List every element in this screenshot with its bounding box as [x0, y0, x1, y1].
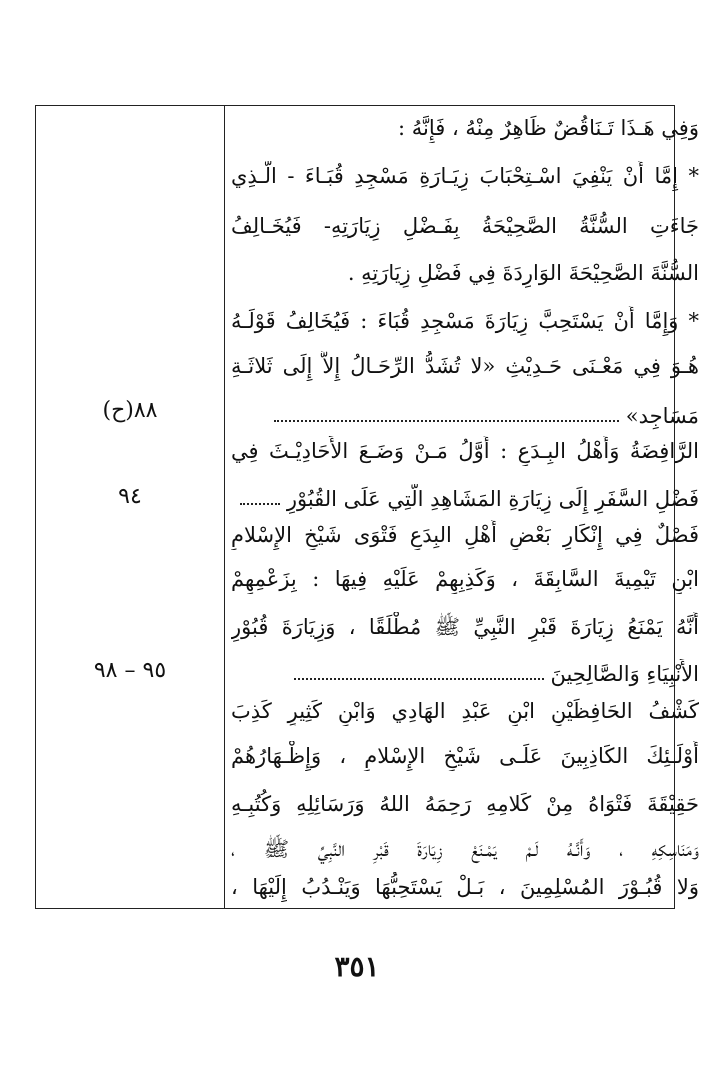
entry-line: ابْنِ تَيْمِيةَ السَّابِقَةَ ، وَكَذِبِهِمْ عَلَيْهِ فِيهَا : بِزَعْمِهِمْ [231, 567, 699, 591]
entry-line: أُوْلَـئِكَ الكَاذِبِينَ عَلَـى شَيْخِ الإِسْلامِ ، وَإِظْـهَارُهُمْ [231, 744, 699, 768]
entry-line: وَلا قُبُـوْرَ المُسْلِمِينَ ، بَـلْ يَسْتَحِبُّهَا وَيَنْـدُبُ إِلَيْهَا ، [231, 875, 699, 899]
entry-line: هُـوَ فِي مَعْـنَى حَـدِيْثِ «لا تُشَدُّ الرِّحَـالُ إِلاَّ إِلَى ثَلاثَـةِ [231, 354, 699, 378]
entry-line: وَفِي هَـذَا تَـنَاقُضٌ ظَاهِرٌ مِنْهُ ، فَإِنَّهُ : [397, 116, 699, 140]
entry-line [231, 659, 699, 689]
entry-text: مَسَاجِد» [625, 404, 699, 428]
entry-line [231, 484, 699, 514]
entry-line: جَاءَتِ السُّنَّةُ الصَّحِيْحَةُ بِفَـضْلِ زِيَارَتِهِ- فَيُخَـالِفُ [231, 214, 699, 238]
entry-line: * إِمَّا أَنْ يَنْفِيَ اسْـتِحْبَابَ زِيَـارَةِ مَسْجِدِ قُبَـاءَ - الَّـذِي [231, 164, 699, 188]
leader-dots [274, 414, 619, 422]
entry-line: السُّنَّةَ الصَّحِيْحَةَ الوَارِدَةَ فِي فَضْلِ زِيَارَتِهِ . [347, 261, 699, 285]
column-divider [224, 106, 225, 908]
leader-dots [294, 672, 544, 680]
entry-line: كَشْفُ الحَافِظَيْنِ ابْنِ عَبْدِ الهَادِي وَابْنِ كَثِيرٍ كَذِبَ [231, 699, 699, 723]
leader-dots [240, 497, 280, 505]
entry-line: الرَّافِضَةُ وَأَهْلُ البِـدَعِ : أَوَّلُ مَـنْ وَضَـعَ الأَحَادِيْـثَ فِي [231, 439, 699, 463]
entry-line: وَمَنَاسِكِهِ ، وَأَنَّـهُ لَـمْ يَمْـنَعْ زِيَارَةَ قَبْرِ النَّبِيِّ ﷺ ، [231, 837, 699, 861]
entry-line [231, 401, 699, 431]
entry-line: * وَإِمَّا أَنْ يَسْتَحِبَّ زِيَارَةَ مَسْجِدِ قُبَاءَ : فَيُخَالِفُ قَوْلَـهُ [231, 309, 699, 333]
entry-text: الأَنْبِيَاءِ وَالصَّالِحِينَ [550, 662, 699, 686]
entry-line: أَنَّهُ يَمْنَعُ زِيَارَةَ قَبْرِ النَّبِيِّ ﷺ مُطْلَقًا ، وَزِيَارَةَ قُبُوْرِ [231, 615, 699, 639]
index-table [35, 105, 699, 909]
page-reference: ٨٨(ح) [102, 398, 158, 423]
page-number: ٣٥١ [334, 950, 380, 983]
page-reference: ٩٤ [118, 484, 142, 509]
page-reference: ٩٥ – ٩٨ [93, 658, 167, 683]
entry-line: حَقِيْقَةَ فَتْوَاهُ مِنْ كَلامِهِ رَحِمَهُ اللهُ وَرَسَائِلِهِ وَكُتُبِـهِ [231, 792, 699, 816]
entry-text: فَضْلِ السَّفَرِ إِلَى زِيَارَةِ المَشَاهِدِ الَّتِي عَلَى القُبُوْرِ [286, 487, 699, 511]
entry-line: فَصْلٌ فِي إِنْكَارِ بَعْضِ أَهْلِ البِدَعِ فَتْوَى شَيْخِ الإِسْلامِ [231, 523, 699, 547]
